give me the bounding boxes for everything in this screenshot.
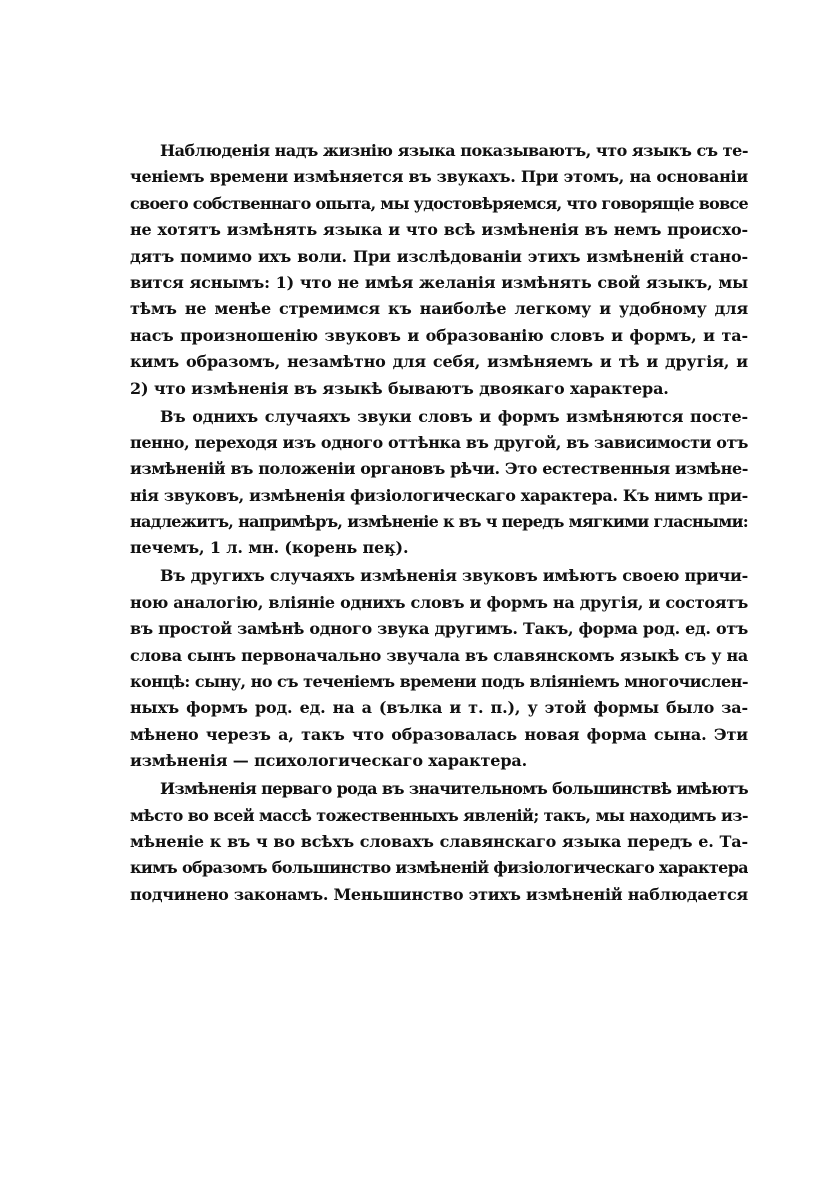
text-line: не хотятъ измѣнять языка и что всѣ измѣненія въ немъ происхо- bbox=[130, 220, 748, 240]
text-line: мѣнено черезъ а, такъ что образовалась новая форма сына. Эти bbox=[130, 724, 748, 744]
text-line: вится яснымъ: 1) что не имѣя желанія измѣнять свой языкъ, мы bbox=[130, 272, 748, 292]
text-line: своего собственнаго опыта, мы удостовѣряемся, что говорящіе вовсе bbox=[130, 193, 748, 213]
text-line: мѣненіе к въ ч во всѣхъ словахъ славянскаго языка передъ е. Та- bbox=[130, 831, 748, 851]
text-line: пенно, переходя изъ одного оттѣнка въ другой, въ зависимости отъ bbox=[130, 432, 748, 452]
text-line: надлежитъ, напримѣръ, измѣненіе к въ ч передъ мягкими гласными: bbox=[130, 512, 748, 532]
text-line: кимъ образомъ, незамѣтно для себя, измѣняемъ и тѣ и другія, и bbox=[130, 352, 748, 372]
text-line: печемъ, 1 л. мн. (корень пек̧). bbox=[130, 538, 409, 558]
text-line: насъ произношенію звуковъ и образованію словъ и формъ, и та- bbox=[130, 325, 748, 345]
text-line: подчинено законамъ. Меньшинство этихъ измѣненій наблюдается bbox=[130, 884, 748, 904]
text-line: измѣненій въ положеніи органовъ рѣчи. Это естественныя измѣне- bbox=[130, 459, 748, 479]
text-line: измѣненія — психологическаго характера. bbox=[130, 751, 528, 771]
text-line: мѣсто во всей массѣ тожественныхъ явленій; такъ, мы находимъ из- bbox=[130, 805, 748, 825]
main-text bbox=[130, 138, 748, 908]
text-line: Наблюденія надъ жизнію языка показываютъ, что языкъ съ те- bbox=[160, 141, 748, 160]
text-line: дятъ помимо ихъ воли. При изслѣдованіи этихъ измѣненій стано- bbox=[130, 246, 748, 266]
text-line: ною аналогію, вліяніе однихъ словъ и формъ на другія, и состоятъ bbox=[130, 592, 748, 612]
text-line: ченіемъ времени измѣняется въ звукахъ. При этомъ, на основаніи bbox=[130, 167, 748, 187]
text-line: Въ однихъ случаяхъ звуки словъ и формъ измѣняются посте- bbox=[160, 406, 748, 426]
text-line: концѣ: сыну, но съ теченіемъ времени подъ вліяніемъ многочислен- bbox=[130, 672, 748, 691]
text-line: Въ другихъ случаяхъ измѣненія звуковъ имѣютъ своею причи- bbox=[160, 566, 748, 586]
text-line: тѣмъ не менѣе стремимся къ наиболѣе легкому и удобному для bbox=[130, 299, 748, 319]
text-line: 2) что измѣненія въ языкѣ бываютъ двоякаго характера. bbox=[130, 378, 669, 398]
text-line: кимъ образомъ большинство измѣненій физіологическаго характера bbox=[130, 858, 748, 878]
text-line: ныхъ формъ род. ед. на а (вълка и т. п.), у этой формы было за- bbox=[130, 698, 748, 718]
text-line: въ простой замѣнѣ одного звука другимъ. Такъ, форма род. ед. отъ bbox=[130, 619, 748, 639]
text-line: нія звуковъ, измѣненія физіологическаго характера. Къ нимъ при- bbox=[130, 485, 748, 505]
text-line: слова сынъ первоначально звучала въ славянскомъ языкѣ съ у на bbox=[130, 645, 748, 665]
text-line: Измѣненія перваго рода въ значительномъ большинствѣ имѣютъ bbox=[160, 779, 748, 799]
